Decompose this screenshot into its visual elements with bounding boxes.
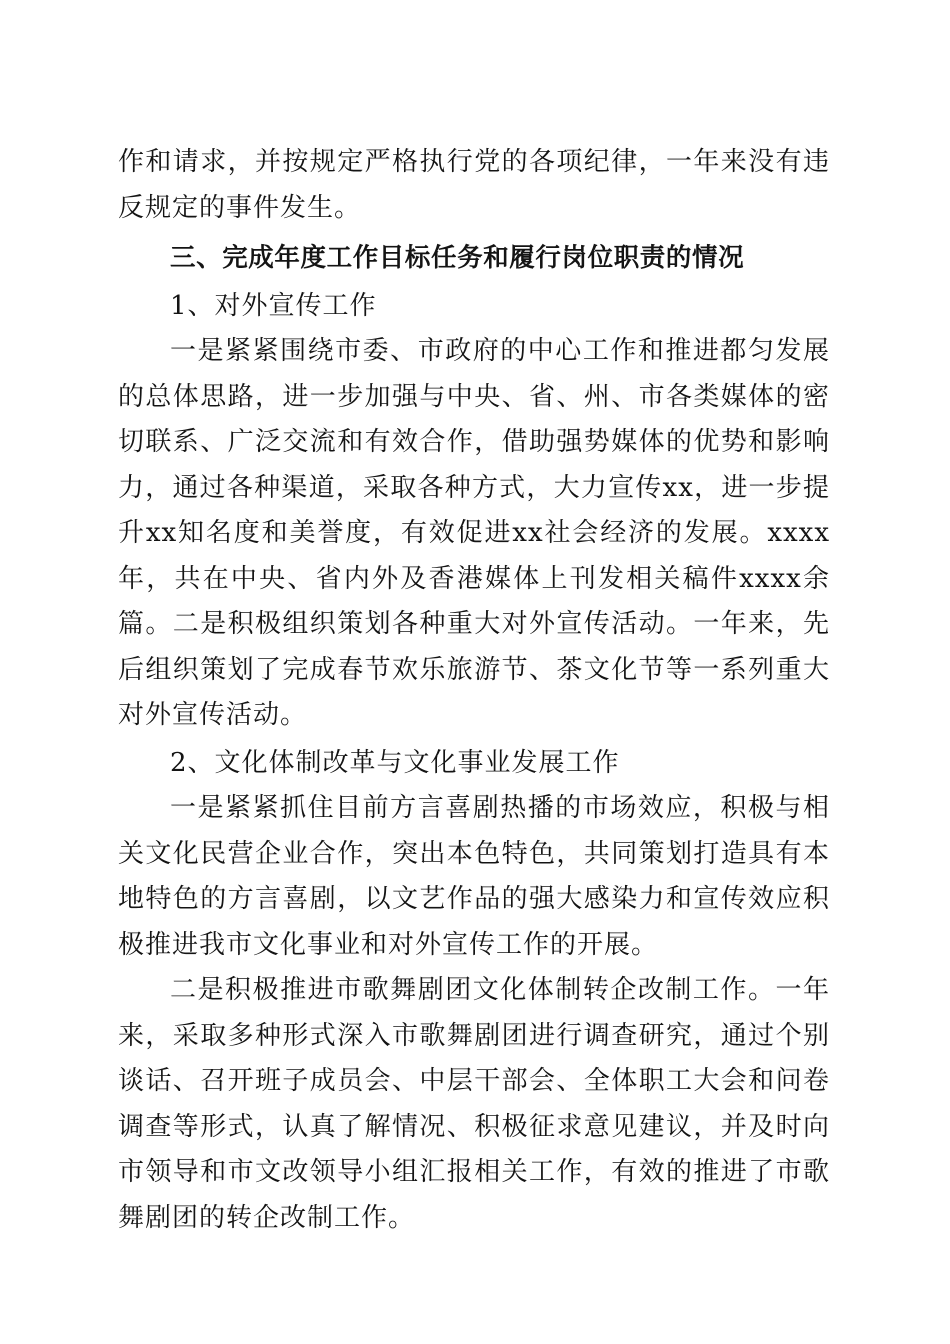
paragraph-dialect-comedy: 一是紧紧抓住目前方言喜剧热播的市场效应，积极与相关文化民营企业合作，突出本色特色，共同策划打造具有本地特色的方言喜剧，以文艺作品的强大感染力和宣传效应积极推进我市文化事业和对外宣传工作的开展。 [118,793,830,960]
subheading-external-publicity: 1、对外宣传工作 [170,290,377,321]
document-body [118,140,830,1241]
section-heading-three: 三、完成年度工作目标任务和履行岗位职责的情况 [170,243,745,273]
subheading-cultural-reform: 2、文化体制改革与文化事业发展工作 [170,747,620,778]
paragraph-troupe-reform: 二是积极推进市歌舞剧团文化体制转企改制工作。一年来，采取多种形式深入市歌舞剧团进行调查研究，通过个别谈话、召开班子成员会、中层干部会、全体职工大会和问卷调查等形式，认真了解情况、积极征求意见建议，并及时向市领导和市文改领导小组汇报相关工作，有效的推进了市歌舞剧团的转企改制工作。 [118,975,830,1233]
paragraph-external-publicity: 一是紧紧围绕市委、市政府的中心工作和推进都匀发展的总体思路，进一步加强与中央、省、州、市各类媒体的密切联系、广泛交流和有效合作，借助强势媒体的优势和影响力，通过各种渠道，采取各种方式，大力宣传xx，进一步提升xx知名度和美誉度，有效促进xx社会经济的发展。xxxx年，共在中央、省内外及香港媒体上刊发相关稿件xxxx余篇。二是积极组织策划各种重大对外宣传活动。一年来，先后组织策划了完成春节欢乐旅游节、茶文化节等一系列重大对外宣传活动。 [118,336,830,730]
paragraph-discipline-end: 作和请求，并按规定严格执行党的各项纪律，一年来没有违反规定的事件发生。 [118,147,830,223]
